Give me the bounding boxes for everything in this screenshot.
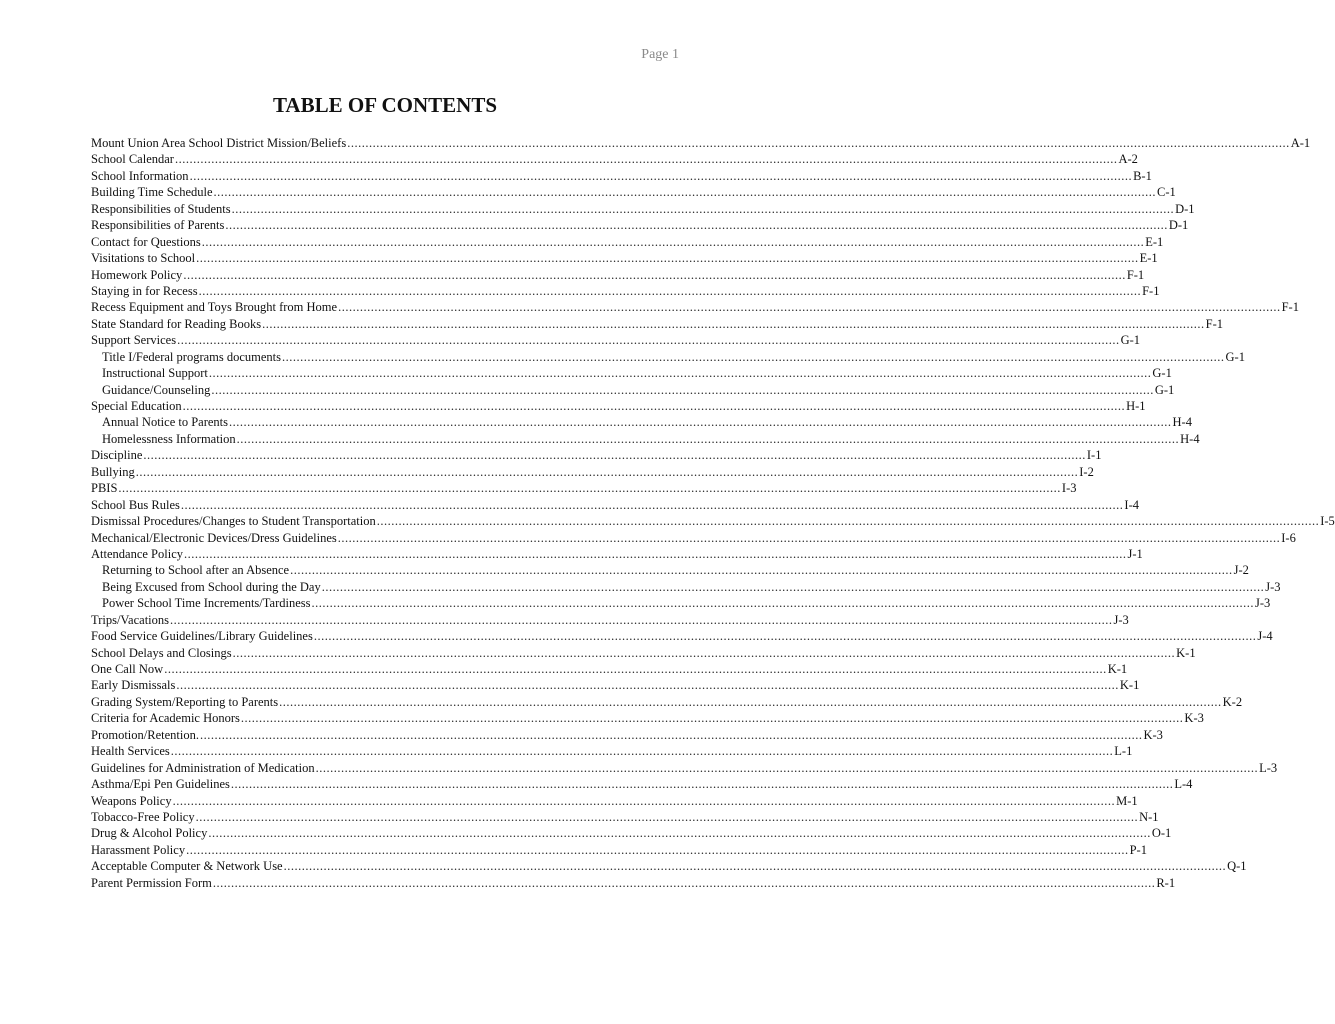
toc-dot-leader: .................................................................................................................................................................................................................................................................... (212, 875, 1156, 890)
toc-dot-leader: .................................................................................................................................................................................................................................................................... (183, 267, 1126, 282)
toc-entry-label: Promotion/Retention. (91, 727, 199, 742)
toc-entry-label: Attendance Policy (91, 546, 183, 561)
toc-entry-label: Being Excused from School during the Day (102, 579, 321, 594)
toc-entry[interactable] (91, 201, 1195, 217)
toc-list (91, 135, 1335, 891)
toc-entry-label: Responsibilities of Students (91, 201, 231, 216)
toc-dot-leader: .................................................................................................................................................................................................................................................................... (180, 497, 1124, 512)
toc-entry-page: J-3 (1113, 612, 1129, 627)
toc-entry-page: H-1 (1126, 399, 1146, 413)
toc-entry-page: L-3 (1259, 760, 1278, 775)
toc-entry-label: Annual Notice to Parents (102, 415, 229, 430)
toc-dot-leader: .................................................................................................................................................................................................................................................................... (262, 316, 1205, 331)
toc-dot-leader: .................................................................................................................................................................................................................................................................... (199, 727, 1143, 742)
toc-entry-label: Health Services (91, 744, 170, 759)
toc-entry[interactable] (91, 184, 1176, 200)
toc-dot-leader: .................................................................................................................................................................................................................................................................... (170, 744, 1114, 759)
toc-entry-label: Harassment Policy (91, 842, 186, 857)
toc-dot-leader: .................................................................................................................................................................................................................................................................... (230, 777, 1174, 792)
toc-entry-page: R-1 (1156, 875, 1176, 890)
toc-dot-leader: .................................................................................................................................................................................................................................................................... (236, 431, 1180, 446)
toc-entry-label: Returning to School after an Absence (102, 563, 290, 578)
toc-entry-page: I-6 (1281, 530, 1296, 545)
toc-entry[interactable] (91, 579, 1281, 595)
toc-entry[interactable] (91, 727, 1163, 743)
toc-dot-leader: .................................................................................................................................................................................................................................................................... (313, 629, 1257, 644)
toc-entry-label: Early Dismissals (91, 678, 176, 693)
toc-entry[interactable] (91, 743, 1133, 759)
toc-dot-leader: .................................................................................................................................................................................................................................................................... (172, 793, 1116, 808)
toc-dot-leader: .................................................................................................................................................................................................................................................................... (283, 859, 1227, 874)
toc-entry-label: Asthma/Epi Pen Guidelines (91, 777, 230, 792)
toc-entry[interactable] (91, 875, 1176, 891)
toc-entry-label: Mount Union Area School District Mission/Beliefs (91, 136, 347, 150)
toc-entry-page: G-1 (1225, 349, 1245, 364)
toc-entry[interactable] (91, 661, 1128, 677)
toc-entry[interactable] (91, 250, 1158, 266)
toc-entry[interactable] (91, 267, 1145, 283)
toc-dot-leader: .................................................................................................................................................................................................................................................................... (186, 842, 1129, 857)
toc-entry-label: Discipline (91, 448, 143, 463)
toc-dot-leader: .................................................................................................................................................................................................................................................................... (240, 711, 1184, 726)
toc-entry-page: E-1 (1139, 251, 1158, 266)
toc-dot-leader: .................................................................................................................................................................................................................................................................... (170, 612, 1113, 627)
toc-entry-page: D-1 (1168, 218, 1189, 233)
toc-dot-leader: .................................................................................................................................................................................................................................................................... (195, 809, 1139, 824)
toc-entry[interactable] (91, 480, 1077, 496)
toc-entry[interactable] (91, 530, 1296, 546)
toc-entry[interactable] (91, 151, 1138, 167)
toc-dot-leader: .................................................................................................................................................................................................................................................................... (177, 333, 1120, 348)
toc-entry[interactable] (91, 513, 1335, 529)
toc-entry-label: Recess Equipment and Toys Brought from Home (91, 300, 338, 315)
toc-entry-label: Title I/Federal programs documents (102, 349, 282, 364)
toc-entry[interactable] (91, 431, 1200, 447)
toc-entry-page: G-1 (1152, 366, 1172, 381)
toc-entry[interactable] (91, 809, 1159, 825)
toc-entry[interactable] (91, 382, 1175, 398)
toc-entry[interactable] (91, 612, 1129, 628)
toc-entry-page: K-3 (1184, 711, 1204, 726)
toc-entry-label: School Delays and Closings (91, 645, 232, 660)
toc-dot-leader: .................................................................................................................................................................................................................................................................... (196, 251, 1139, 266)
toc-dot-leader: .................................................................................................................................................................................................................................................................... (184, 546, 1127, 561)
toc-dot-leader: .................................................................................................................................................................................................................................................................... (347, 136, 1290, 150)
toc-dot-leader: .................................................................................................................................................................................................................................................................... (231, 201, 1175, 216)
toc-entry-label: Tobacco-Free Policy (91, 809, 195, 824)
toc-dot-leader: .................................................................................................................................................................................................................................................................... (338, 300, 1281, 315)
toc-entry-page: I-2 (1079, 464, 1094, 479)
toc-dot-leader: .................................................................................................................................................................................................................................................................... (198, 283, 1142, 298)
toc-entry[interactable] (91, 694, 1243, 710)
toc-entry-page: K-1 (1176, 645, 1196, 660)
toc-entry-page: K-1 (1119, 678, 1140, 693)
toc-entry[interactable] (91, 793, 1138, 809)
toc-entry-page: F-1 (1281, 300, 1299, 315)
toc-entry-page: G-1 (1154, 382, 1175, 397)
toc-entry[interactable] (91, 135, 1311, 151)
toc-entry[interactable] (91, 332, 1141, 348)
toc-entry-page: J-2 (1233, 563, 1249, 578)
toc-entry[interactable] (91, 414, 1192, 430)
toc-entry-page: D-1 (1175, 201, 1195, 216)
toc-entry[interactable] (91, 283, 1160, 299)
toc-entry-page: I-3 (1061, 481, 1077, 496)
toc-entry-label: Homelessness Information (102, 431, 236, 446)
toc-entry-label: Building Time Schedule (91, 185, 213, 200)
toc-dot-leader: .................................................................................................................................................................................................................................................................... (232, 645, 1176, 660)
toc-entry-label: Criteria for Academic Honors (91, 711, 240, 726)
toc-entry[interactable] (91, 234, 1164, 250)
toc-entry[interactable] (91, 365, 1172, 381)
toc-entry[interactable] (91, 316, 1223, 332)
page-number: Page 1 (641, 47, 679, 62)
toc-entry[interactable] (91, 497, 1139, 513)
toc-dot-leader: .................................................................................................................................................................................................................................................................... (321, 579, 1265, 594)
toc-entry-label: Drug & Alcohol Policy (91, 826, 208, 841)
toc-entry-page: I-4 (1124, 497, 1139, 512)
toc-entry-page: J-3 (1254, 596, 1271, 611)
toc-entry-label: Instructional Support (102, 366, 208, 381)
toc-entry[interactable] (91, 760, 1278, 776)
toc-dot-leader: .................................................................................................................................................................................................................................................................... (135, 464, 1079, 479)
toc-dot-leader: .................................................................................................................................................................................................................................................................... (290, 563, 1233, 578)
toc-entry-label: Acceptable Computer & Network Use (91, 859, 283, 874)
toc-entry-label: Staying in for Recess (91, 283, 198, 298)
toc-dot-leader: .................................................................................................................................................................................................................................................................... (229, 415, 1172, 430)
toc-entry[interactable] (91, 595, 1271, 611)
toc-entry-page: H-4 (1172, 415, 1192, 430)
toc-dot-leader: .................................................................................................................................................................................................................................................................... (282, 349, 1225, 364)
toc-entry[interactable] (91, 464, 1094, 480)
toc-entry-page: F-1 (1126, 267, 1145, 282)
toc-entry-label: Contact for Questions (91, 234, 201, 249)
toc-entry-label: Homework Policy (91, 267, 183, 282)
toc-dot-leader: .................................................................................................................................................................................................................................................................... (174, 152, 1118, 167)
toc-entry-label: School Bus Rules (91, 497, 180, 512)
toc-entry-page: P-1 (1129, 842, 1147, 857)
toc-dot-leader: .................................................................................................................................................................................................................................................................... (182, 399, 1126, 413)
toc-entry[interactable] (91, 546, 1143, 562)
toc-dot-leader: .................................................................................................................................................................................................................................................................... (189, 168, 1133, 183)
toc-entry-label: Support Services (91, 333, 177, 348)
toc-entry[interactable] (91, 628, 1273, 644)
toc-entry[interactable] (91, 710, 1204, 726)
toc-entry-label: Guidelines for Administration of Medication (91, 760, 315, 775)
toc-entry[interactable] (91, 677, 1140, 693)
toc-entry-label: Weapons Policy (91, 793, 172, 808)
toc-entry[interactable] (91, 842, 1147, 858)
toc-dot-leader: .................................................................................................................................................................................................................................................................... (208, 366, 1152, 381)
toc-entry-page: A-2 (1118, 152, 1138, 167)
toc-entry-page: F-1 (1142, 283, 1160, 298)
toc-entry-page: M-1 (1116, 793, 1138, 808)
toc-entry-label: Special Education (91, 399, 182, 413)
toc-entry-page: I-1 (1086, 448, 1102, 463)
toc-entry-page: O-1 (1151, 826, 1172, 841)
toc-entry-page: A-1 (1290, 136, 1311, 150)
toc-entry-label: School Information (91, 168, 189, 183)
toc-dot-leader: .................................................................................................................................................................................................................................................................... (211, 382, 1154, 397)
toc-dot-leader: .................................................................................................................................................................................................................................................................... (143, 448, 1086, 463)
toc-entry-label: Mechanical/Electronic Devices/Dress Guidelines (91, 530, 337, 545)
toc-dot-leader: .................................................................................................................................................................................................................................................................... (208, 826, 1151, 841)
toc-entry-page: Q-1 (1227, 859, 1247, 874)
toc-dot-leader: .................................................................................................................................................................................................................................................................... (118, 481, 1061, 496)
toc-entry-page: L-4 (1174, 777, 1193, 792)
toc-dot-leader: .................................................................................................................................................................................................................................................................... (213, 185, 1157, 200)
toc-entry-page: J-3 (1265, 579, 1281, 594)
toc-entry-page: L-1 (1114, 744, 1133, 759)
toc-entry-page: K-3 (1143, 727, 1163, 742)
toc-entry-label: Bullying (91, 464, 135, 479)
toc-entry-label: Guidance/Counseling (102, 382, 211, 397)
toc-entry-label: State Standard for Reading Books (91, 316, 262, 331)
toc-entry[interactable] (91, 217, 1189, 233)
toc-entry-label: Power School Time Increments/Tardiness (102, 596, 311, 611)
toc-entry-page: C-1 (1157, 185, 1176, 200)
toc-entry-label: Visitations to School (91, 251, 196, 266)
toc-entry[interactable] (91, 349, 1245, 365)
toc-entry-page: B-1 (1133, 168, 1152, 183)
toc-entry[interactable] (91, 447, 1102, 463)
toc-entry-label: Trips/Vacations (91, 612, 170, 627)
toc-dot-leader: .................................................................................................................................................................................................................................................................... (176, 678, 1119, 693)
toc-entry-label: Responsibilities of Parents (91, 218, 225, 233)
toc-entry-label: Dismissal Procedures/Changes to Student Transportation (91, 514, 376, 529)
toc-entry-page: I-5 (1320, 514, 1335, 529)
toc-dot-leader: .................................................................................................................................................................................................................................................................... (279, 694, 1222, 709)
toc-dot-leader: .................................................................................................................................................................................................................................................................... (225, 218, 1168, 233)
toc-entry-page: H-4 (1180, 431, 1200, 446)
toc-entry[interactable] (91, 645, 1196, 661)
toc-dot-leader: .................................................................................................................................................................................................................................................................... (315, 760, 1259, 775)
toc-entry[interactable] (91, 168, 1152, 184)
toc-entry[interactable] (91, 776, 1193, 792)
toc-entry[interactable] (91, 825, 1172, 841)
toc-entry-label: Parent Permission Form (91, 875, 212, 890)
toc-entry-page: E-1 (1145, 234, 1164, 249)
toc-entry-label: One Call Now (91, 662, 164, 676)
toc-dot-leader: .................................................................................................................................................................................................................................................................... (201, 234, 1145, 249)
toc-title: TABLE OF CONTENTS (272, 93, 498, 117)
toc-entry[interactable] (91, 562, 1249, 578)
toc-dot-leader: .................................................................................................................................................................................................................................................................... (164, 662, 1107, 676)
toc-entry[interactable] (91, 299, 1299, 315)
toc-entry-label: Food Service Guidelines/Library Guidelines (91, 629, 313, 644)
toc-entry-page: N-1 (1139, 809, 1159, 824)
toc-entry-page: J-4 (1257, 629, 1273, 644)
toc-entry[interactable] (91, 398, 1146, 414)
toc-entry-label: PBIS (91, 481, 118, 496)
toc-entry-page: K-1 (1107, 662, 1128, 676)
toc-entry[interactable] (91, 858, 1247, 874)
toc-dot-leader: .................................................................................................................................................................................................................................................................... (337, 530, 1281, 545)
toc-dot-leader: .................................................................................................................................................................................................................................................................... (311, 596, 1254, 611)
toc-entry-page: J-1 (1127, 546, 1143, 561)
toc-entry-label: School Calendar (91, 152, 174, 167)
toc-entry-label: Grading System/Reporting to Parents (91, 694, 279, 709)
toc-entry-page: G-1 (1120, 333, 1141, 348)
toc-entry-page: F-1 (1205, 316, 1223, 331)
toc-entry-page: K-2 (1222, 694, 1243, 709)
toc-dot-leader: .................................................................................................................................................................................................................................................................... (376, 514, 1320, 529)
